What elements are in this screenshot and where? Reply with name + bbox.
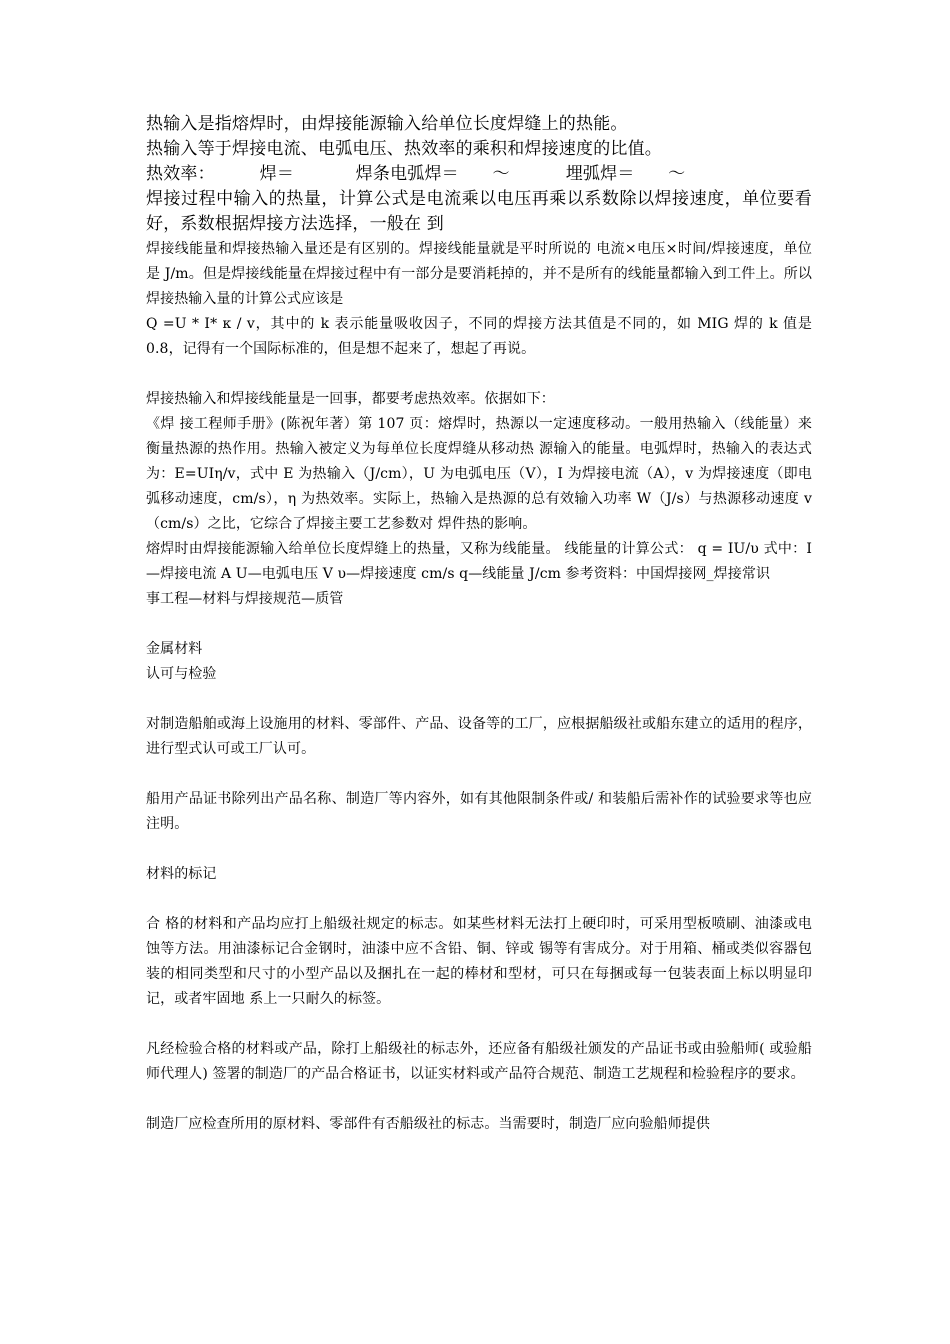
paragraph-same: 焊接热输入和焊接线能量是一回事，都要考虑热效率。依据如下： — [146, 391, 555, 407]
section-line: 事工程—材料与焊接规范—质管 — [146, 591, 344, 607]
thermal-efficiency-line: 热效率： 焊＝ 焊条电弧焊＝ ～ 埋弧焊＝ ～ — [146, 164, 686, 184]
intro-line-2: 热输入等于焊接电流、电弧电压、热效率的乘积和焊接速度的比值。 — [146, 139, 662, 159]
spacer — [146, 762, 812, 787]
intro-line-1: 热输入是指熔焊时，由焊接能源输入给单位长度焊缝上的热能。 — [146, 114, 628, 134]
spacer — [146, 1012, 812, 1037]
paragraph-definition: 熔焊时由焊接能源输入给单位长度焊缝上的热量，又称为线能量。 线能量的计算公式： q = IU/υ 式中：I—焊接电流 A U—电弧电压 V υ—焊接速度 cm/s q—线能量 J/cm 参考资料：中国焊接网_焊接常识 — [146, 541, 812, 582]
spacer — [146, 687, 812, 712]
paragraph-handbook: 《焊 接工程师手册》(陈祝年著）第 107 页：熔焊时，热源以一定速度移动。一般用热输入（线能量）来衡量热源的热作用。热输入被定义为每单位长度焊缝从移动热 源输入的能量。电弧焊时，热输入的表达式为：E=UIη/v，式中 E 为热输入（J/cm），U 为电弧电压（V），I 为焊接电流（A），v 为焊接速度（即电 弧移动速度，cm/s），η 为热效率。实际上，热输入是热源的总有效输入功率 W（J/s）与热源移动速度 v（cm/s）之比，它综合了焊接主要工艺参数对 焊件热的影响。 — [146, 416, 812, 532]
intro-paragraph: 焊接过程中输入的热量，计算公式是电流乘以电压再乘以系数除以焊接速度，单位要看好，系数根据焊接方法选择，一般在 到 — [146, 189, 812, 234]
paragraph-marking: 合 格的材料和产品均应打上船级社规定的标志。如某些材料无法打上硬印时，可采用型板喷刷、油漆或电蚀等方法。用油漆标记合金钢时，油漆中应不含铅、铜、锌或 锡等有害成分。对于用箱、桶或类似容器包装的相同类型和尺寸的小型产品以及捆扎在一起的棒材和型材，可只在每捆或每一包装表面上标以明显印记，或者牢固地 系上一只耐久的标签。 — [146, 916, 812, 1007]
heading-approval: 认可与检验 — [146, 666, 217, 682]
paragraph-formula: Q =U * I* κ / v，其中的 k 表示能量吸收因子，不同的焊接方法其值是不同的，如 MIG 焊的 k 值是 0.8，记得有一个国际标准的，但是想不起来了，想起了再说。 — [146, 316, 812, 357]
paragraph-certificate: 船用产品证书除列出产品名称、制造厂等内容外，如有其他限制条件或/ 和装船后需补作的试验要求等也应注明。 — [146, 791, 812, 832]
heading-marking: 材料的标记 — [146, 866, 217, 882]
spacer — [146, 837, 812, 862]
spacer — [146, 612, 812, 637]
heading-metal-materials: 金属材料 — [146, 641, 203, 657]
paragraph-inspected: 凡经检验合格的材料或产品，除打上船级社的标志外，还应备有船级社颁发的产品证书或由验船师( 或验船师代理人) 签署的制造厂的产品合格证书，以证实材料或产品符合规范、制造工艺规程和检验程序的要求。 — [146, 1041, 812, 1082]
spacer — [146, 362, 812, 387]
spacer — [146, 887, 812, 912]
document-body — [146, 112, 812, 1137]
paragraph-approval: 对制造船舶或海上设施用的材料、零部件、产品、设备等的工厂，应根据船级社或船东建立的适用的程序，进行型式认可或工厂认可。 — [146, 716, 812, 757]
paragraph-manufacturer: 制造厂应检查所用的原材料、零部件有否船级社的标志。当需要时，制造厂应向验船师提供 — [146, 1116, 710, 1132]
paragraph-line-energy: 焊接线能量和焊接热输入量还是有区别的。焊接线能量就是平时所说的 电流×电压×时间/焊接速度，单位是 J/m。但是焊接线能量在焊接过程中有一部分是要消耗掉的，并不是所有的线能量都输入到工件上。所以焊接热输入量的计算公式应该是 — [146, 241, 812, 307]
spacer — [146, 1087, 812, 1112]
